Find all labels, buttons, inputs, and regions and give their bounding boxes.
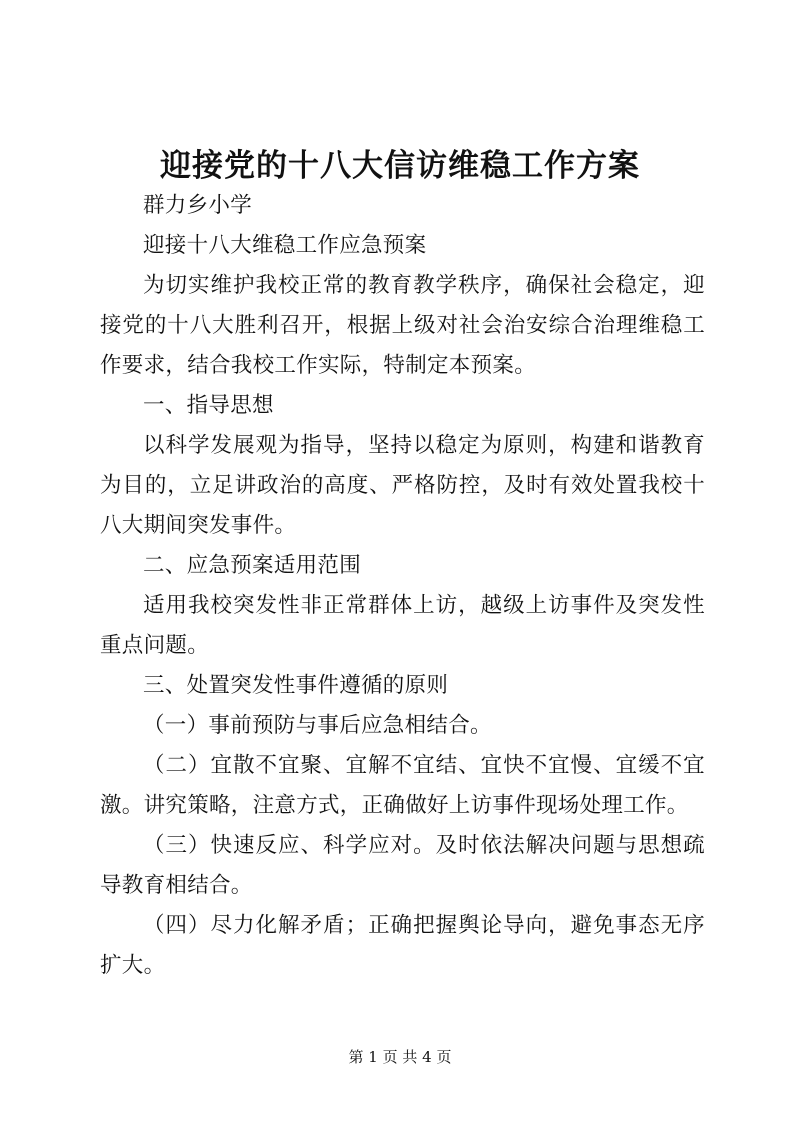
section-heading-3: 三、处置突发性事件遵循的原则	[143, 673, 449, 698]
section-heading-2: 二、应急预案适用范围	[143, 553, 362, 578]
principle-item-3: （三）快速反应、科学应对。及时依法解决问题与思想疏导教育相结合。	[100, 833, 705, 898]
document-body	[100, 186, 705, 986]
plan-subtitle: 迎接十八大维稳工作应急预案	[143, 233, 427, 258]
principle-item-2: （二）宜散不宜聚、宜解不宜结、宜快不宜慢、宜缓不宜激。讲究策略，注意方式，正确做好上访事件现场处理工作。	[100, 753, 705, 818]
principle-item-4: （四）尽力化解矛盾；正确把握舆论导向，避免事态无序扩大。	[100, 913, 705, 978]
intro-paragraph: 为切实维护我校正常的教育教学秩序，确保社会稳定，迎接党的十八大胜利召开，根据上级对社会治安综合治理维稳工作要求，结合我校工作实际，特制定本预案。	[100, 273, 705, 378]
section-paragraph-2: 适用我校突发性非正常群体上访，越级上访事件及突发性重点问题。	[100, 593, 705, 658]
school-name: 群力乡小学	[143, 193, 253, 218]
principle-item-1: （一）事前预防与事后应急相结合。	[143, 713, 492, 738]
document-title: 迎接党的十八大信访维稳工作方案	[160, 148, 640, 184]
section-heading-1: 一、指导思想	[143, 393, 274, 418]
section-paragraph-1: 以科学发展观为指导，坚持以稳定为原则，构建和谐教育为目的，立足讲政治的高度、严格防控，及时有效处置我校十八大期间突发事件。	[100, 433, 705, 538]
page-footer: 第 1 页 共 4 页	[348, 1048, 452, 1066]
